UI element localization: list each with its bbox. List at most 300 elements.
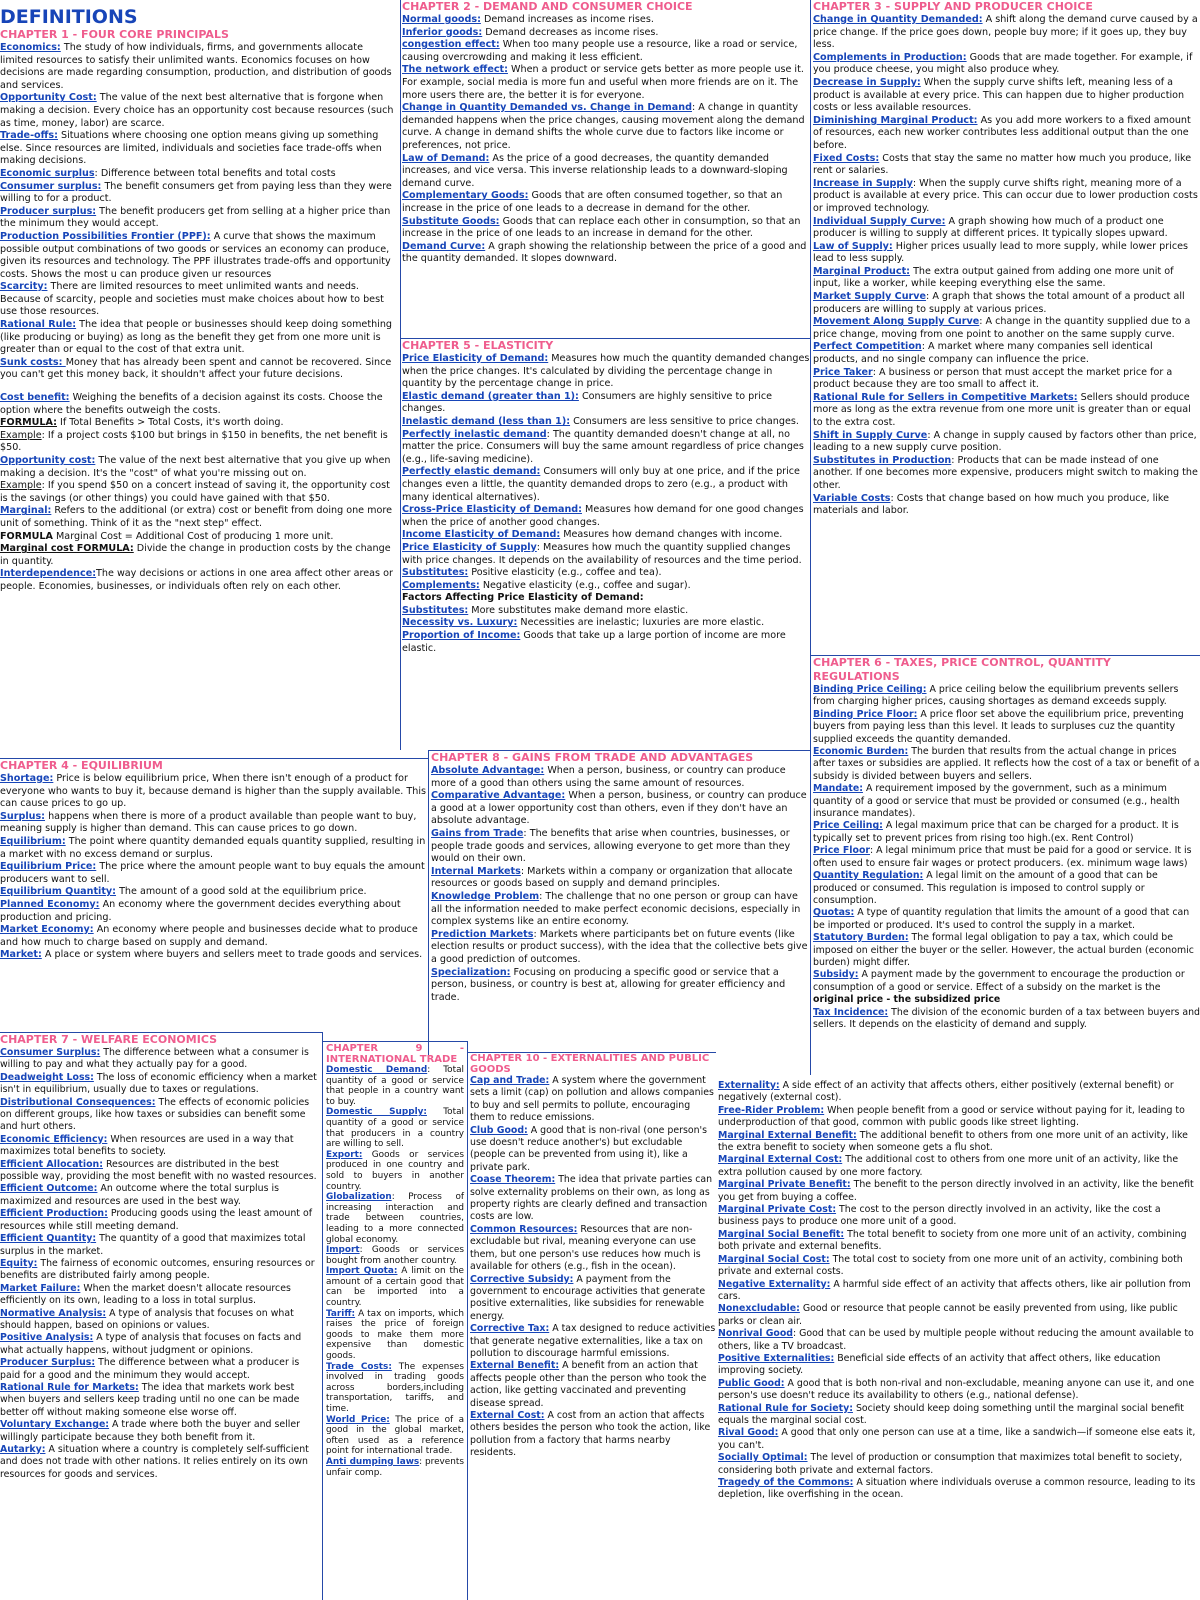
definition-text: Measures how demand for one good changes when the price of another good changes. — [402, 504, 804, 528]
definition-term: Interdependence: — [0, 568, 97, 580]
definition-entry — [813, 77, 1200, 115]
definition-term: Comparative Advantage: — [431, 790, 566, 802]
definition-entry — [813, 266, 1200, 291]
column-chapter-10 — [468, 1052, 716, 1600]
definition-term: Negative Externality: — [718, 1278, 831, 1290]
definition-term: Domestic Demand — [326, 1065, 428, 1075]
definition-term: Planned Economy: — [0, 898, 100, 910]
definition-term: Rival Good: — [718, 1427, 779, 1439]
definition-entry — [402, 529, 810, 542]
definition-text: A side effect of an activity that affects others, either positively (external benefit) or negatively (external cost). — [718, 1080, 1174, 1104]
definition-text: When too many people use a resource, like a road or service, causing overcrowding and making it less efficient. — [402, 39, 798, 63]
definition-text: A good that only one person can use at a time, like a sandwich—if someone else eats it, you can't. — [718, 1427, 1196, 1451]
definition-entry — [470, 1360, 716, 1410]
chapter-heading: CHAPTER 5 - ELASTICITY — [402, 339, 554, 352]
definition-entry — [813, 907, 1200, 932]
definition-text: : Markets where participants bet on future events (like election results or product success), with the idea that the collective bets give a good prediction of outcomes. — [431, 928, 808, 965]
definition-text: The benefit consumers get from paying less than they were willing to for a product. — [0, 180, 392, 205]
definition-term: Price Elasticity of Demand: — [402, 353, 549, 364]
definition-text: Higher prices usually lead to more supply, while lower prices lead to less supply. — [813, 240, 1188, 265]
column-chapter-9 — [323, 1041, 468, 1600]
definition-text: : If you spend $50 on a concert instead of saving it, the opportunity cost is the savings (or other things) you could have gained with that $50. — [0, 480, 390, 504]
definition-term: Price Floor — [813, 845, 871, 857]
definition-text: Weighing the benefits of a decision against its costs. Choose the option where the benefits outweigh the costs. — [0, 392, 383, 416]
definition-text: A tax designed to reduce activities that generate negative externalities, like a tax on pollution to discourage harmful emissions. — [470, 1323, 716, 1359]
definition-term: Deadweight Loss: — [0, 1071, 94, 1083]
definition-entry — [0, 1233, 320, 1258]
chapter-heading: CHAPTER 2 - DEMAND AND CONSUMER CHOICE — [402, 0, 693, 13]
definition-term: Substitutes: — [402, 604, 469, 616]
definition-term: Income Elasticity of Demand: — [402, 529, 561, 541]
definition-text: : Good that can be used by multiple people without reducing the amount available to others, like a TV broadcast. — [718, 1328, 1194, 1352]
definition-entry — [813, 178, 1200, 216]
definition-text: Goods that can replace each other in consumption, so that an increase in the price of one leads to an increase in demand for the other. — [402, 215, 801, 240]
section-chapter-10-continued — [718, 1080, 1200, 1502]
definition-term: Cost benefit: — [0, 392, 70, 404]
definition-entry — [718, 1204, 1200, 1229]
definition-entry — [718, 1403, 1200, 1428]
definition-entry — [431, 765, 810, 790]
definition-entry — [813, 845, 1200, 870]
definition-term: Cross-Price Elasticity of Demand: — [402, 504, 582, 516]
definition-entry — [0, 949, 428, 962]
definition-entry — [0, 1308, 320, 1333]
definition-term: Complements in Production: — [813, 51, 967, 63]
definition-entry — [718, 1477, 1200, 1502]
definition-text: More substitutes make demand more elastic. — [468, 604, 689, 616]
definition-entry — [402, 617, 810, 630]
definition-term: Economic surplus — [0, 167, 95, 179]
definition-term: Public Good: — [718, 1377, 785, 1389]
column-chapter-7 — [0, 1032, 323, 1600]
definition-term: Club Good: — [470, 1124, 528, 1136]
definition-term: Rational Rule for Society: — [718, 1402, 853, 1414]
definition-text: Society should keep doing something until the marginal social benefit equals the marginal social cost. — [718, 1402, 1184, 1426]
definition-term: Demand Curve: — [402, 240, 486, 252]
definition-term: Perfectly elastic demand: — [402, 466, 541, 478]
definition-entry — [0, 1072, 320, 1097]
definition-entry — [431, 828, 810, 866]
bold-label: FORMULA — [0, 530, 53, 542]
definition-entry — [0, 392, 398, 417]
section-chapter-9 — [326, 1043, 464, 1478]
definition-entry — [718, 1105, 1200, 1130]
definition-term: Proportion of Income: — [402, 630, 521, 642]
definition-text: The value of the next best alternative that is forgone when making a decision. Every choice has an opportunity cost because resources (such as time, money, labor) are scarce. — [0, 92, 394, 129]
definition-text: : A graph that shows the total amount of a product all producers are willing to supply at various prices. — [813, 291, 1185, 315]
definition-term: Binding Price Ceiling: — [813, 684, 927, 695]
definition-text: The fairness of economic outcomes, ensuring resources or benefits are distributed fairly among people. — [0, 1257, 315, 1282]
definition-term: Specialization: — [431, 966, 511, 978]
definition-entry — [431, 866, 810, 891]
definition-text: A place or system where buyers and sellers meet to trade goods and services. — [41, 949, 423, 961]
column-chapter-3 — [810, 0, 1200, 657]
definition-entry — [402, 429, 810, 467]
column-chapter-5 — [400, 339, 810, 750]
definition-text: The total benefit to society from one more unit of an activity, combining both private and external benefits. — [718, 1228, 1187, 1253]
definition-text: A benefit from an action that affects people other than the person who took the action, like getting vaccinated and preventing disease spread. — [470, 1360, 707, 1409]
column-chapter-1 — [0, 6, 400, 760]
definition-entry — [0, 281, 398, 319]
definition-text: : The challenge that no one person or group can have all the information needed to make perfect economic decisions, especially in complex systems like an entire economy. — [431, 890, 801, 928]
definition-text: When a person, business, or country can produce a good at a lower opportunity cost than others, even if they don't have an absolute advantage. — [431, 790, 807, 827]
definition-entry — [402, 153, 810, 191]
definition-entry — [813, 52, 1200, 77]
section-chapter-10 — [470, 1053, 716, 1460]
definition-entry — [813, 783, 1200, 820]
definition-text: A limit on the amount of a certain good that can be imported into a country. — [326, 1266, 465, 1309]
definition-entry — [0, 417, 398, 430]
definition-entry — [718, 1179, 1200, 1204]
definition-term: Binding Price Floor: — [813, 708, 918, 720]
definition-term: Rational Rule for Markets: — [0, 1381, 139, 1393]
definition-text: Marginal Cost = Additional Cost of producing 1 more unit. — [52, 530, 334, 542]
definition-term: Price Ceiling: — [813, 820, 883, 832]
definition-entry — [718, 1080, 1200, 1105]
definition-text: Resources are distributed in the best possible way, providing the most benefit with no wasted resources. — [0, 1158, 317, 1183]
definition-term: Sunk costs: — [0, 356, 66, 368]
definition-text: Resources that are non-excludable but rival, meaning everyone can use them, but one person's use reduces how much is available for others (e.g., fish in the ocean). — [470, 1223, 701, 1273]
definition-text: Situations where choosing one option means giving up something else. Since resources are limited, individuals and societies face trade-offs when making decisions. — [0, 130, 382, 167]
definition-term: Efficient Allocation: — [0, 1158, 103, 1170]
definition-entry — [0, 1283, 320, 1308]
definition-text: Consumers are less sensitive to price changes. — [570, 415, 799, 427]
definition-entry — [813, 153, 1200, 178]
section-chapter-3 — [813, 0, 1200, 518]
definition-entry — [431, 891, 810, 929]
definition-term: Trade-offs: — [0, 130, 58, 142]
definition-entry — [718, 1353, 1200, 1378]
definition-term: Marginal Private Cost: — [718, 1204, 837, 1216]
definition-entry — [0, 1134, 320, 1159]
definition-entry — [0, 92, 398, 130]
definition-term: Efficient Quantity: — [0, 1233, 97, 1245]
definition-entry — [326, 1065, 464, 1107]
definition-entry — [718, 1328, 1200, 1353]
definition-entry — [402, 216, 810, 241]
definition-text: If Total Benefits > Total Costs, it's worth doing. — [57, 417, 284, 429]
definition-term: Subsidy: — [813, 969, 859, 981]
definition-text: The division of the economic burden of a tax between buyers and sellers. It depends on the elasticity of demand and supply. — [813, 1006, 1200, 1030]
definition-term: Efficient Production: — [0, 1208, 108, 1220]
definition-entry — [813, 316, 1200, 341]
definition-text: A harmful side effect of an activity that affects others, like air pollution from cars. — [718, 1278, 1191, 1302]
definition-emphasis: original price - the subsidized price — [813, 994, 1001, 1006]
definition-text: A good that is non-rival (one person's use doesn't reduce another's) but excludable (people can be prevented from using it), like a private park. — [470, 1124, 708, 1173]
definition-term: Shift in Supply Curve — [813, 429, 928, 441]
definition-entry — [718, 1279, 1200, 1304]
definition-term: Individual Supply Curve: — [813, 215, 946, 227]
definition-entry — [431, 790, 810, 828]
column-chapter-10-cont — [716, 1080, 1200, 1600]
definition-text: The difference between what a producer is paid for a good and the minimum they would accept. — [0, 1357, 300, 1381]
definition-text: The level of production or consumption that maximizes total benefit to society, considering both private and external factors. — [718, 1452, 1183, 1476]
definition-text: The study of how individuals, firms, and governments allocate limited resources to satisfy their unlimited wants. Economics focuses on how decisions are made regarding consumption, production, and distribution of goods and services. — [0, 42, 392, 91]
definition-entry — [0, 206, 398, 231]
definition-entry — [813, 392, 1200, 430]
definition-term: Market Economy: — [0, 924, 94, 936]
definition-term: Autarky: — [0, 1444, 46, 1455]
definition-entry — [402, 353, 810, 391]
bold-label: Factors Affecting Price Elasticity of Demand: — [402, 592, 644, 604]
definition-entry — [813, 367, 1200, 392]
definition-entry — [0, 455, 398, 480]
definition-term: Market Supply Curve — [813, 291, 927, 303]
definition-entry — [813, 291, 1200, 316]
definition-entry — [0, 1357, 320, 1382]
definition-text: : When the supply curve shifts right, meaning more of a product is available at every price. This can occur due to lower production costs or improved technology. — [813, 177, 1198, 214]
definition-text: The price where the amount people want to buy equals the amount producers want to sell. — [0, 861, 425, 885]
definition-term: Corrective Subsidy: — [470, 1273, 574, 1285]
definition-entry — [0, 531, 398, 544]
definition-text: When the market doesn't allocate resources efficiently on its own, leading to a loss in total surplus. — [0, 1282, 291, 1307]
definition-text: Necessities are inelastic; luxuries are more elastic. — [517, 617, 765, 629]
definition-text: : The benefits that arise when countries, businesses, or people trade goods and services, allowing everyone to get more than they would on their own. — [431, 827, 791, 865]
definition-text: There are limited resources to meet unlimited wants and needs. Because of scarcity, people and societies must make choices about how to best use those resources. — [0, 281, 384, 318]
definition-text: The formal legal obligation to pay a tax, which could be imposed on either the buyer or the seller. However, the actual burden (economic burden) might differ. — [813, 932, 1194, 968]
definition-text: A system where the government sets a limit (cap) on pollution and allows companies to buy and sell permits to pollute, encouraging them to reduce emissions. — [470, 1075, 714, 1124]
definition-text: A type of analysis that focuses on what should happen, based on opinions or values. — [0, 1307, 294, 1331]
definition-entry — [402, 241, 810, 266]
definition-term: Internal Markets — [431, 865, 521, 877]
definition-text: The burden that results from the actual change in prices after taxes or subsidies are applied. It reflects how the cost of a tax or benefit of a subsidy is divided between buyers and sellers. — [813, 746, 1200, 782]
definition-entry — [0, 1382, 320, 1419]
definition-term: Rational Rule for Sellers in Competitive Markets: — [813, 391, 1078, 403]
definition-text: Good or resource that people cannot be easily prevented from using, like public parks or clean air. — [718, 1303, 1178, 1327]
definition-text: Measures how much the quantity demanded changes when the price changes. It's calculated by dividing the percentage change in quantity by the percentage change in price. — [402, 353, 810, 390]
definition-entry — [813, 932, 1200, 969]
definition-text: Negative elasticity (e.g., coffee and sugar). — [479, 579, 691, 591]
section-chapter-6 — [813, 656, 1200, 1031]
definition-entry — [718, 1229, 1200, 1254]
definition-term: Globalization — [326, 1192, 392, 1203]
definition-text: A curve that shows the maximum possible output combinations of two goods or services an economy can produce, given its resources and technology. The PPF illustrates trade-offs and opportunity costs. Shows the most u can produce given ur resources — [0, 230, 391, 280]
definition-text: : A legal minimum price that must be paid for a good or service. It is often used to ensure fair wages or protect producers. (ex. minimum wage laws) — [813, 845, 1192, 869]
definition-entry — [402, 605, 810, 618]
definition-term: Anti dumping laws — [326, 1456, 420, 1467]
definition-entry — [402, 416, 810, 429]
chapter-heading: CHAPTER 4 - EQUILIBRIUM — [0, 759, 163, 772]
definition-entry — [402, 64, 810, 102]
definition-text: : The quantity demanded doesn't change at all, no matter the price. Consumers will buy the same amount regardless of price changes (e.g., life-saving medicine). — [402, 428, 804, 465]
definition-term: Fixed Costs: — [813, 152, 880, 164]
definition-term: Market: — [0, 949, 42, 961]
chapter-heading: CHAPTER 6 - TAXES, PRICE CONTROL, QUANTITY REGULATIONS — [813, 656, 1111, 683]
definition-entry — [0, 543, 398, 568]
definition-entry — [813, 684, 1200, 709]
definition-entry — [718, 1427, 1200, 1452]
definition-text: A requirement imposed by the government, such as a minimum quantity of a good or service that must be provided or consumed (e.g., health insurance mandates). — [813, 783, 1180, 820]
definition-text: When resources are used in a way that maximizes total benefits to society. — [0, 1133, 294, 1158]
definition-text: : Markets within a company or organization that allocate resources or goods based on supply and demand principles. — [431, 865, 793, 890]
definition-entry — [326, 1362, 464, 1415]
definition-term: Decrease in Supply: — [813, 76, 921, 88]
definition-text: The cost to the person directly involved in an activity, like the cost a business pays to produce one more unit of a good. — [718, 1204, 1161, 1228]
definition-entry — [470, 1125, 716, 1175]
definition-term: Marginal Social Benefit: — [718, 1228, 845, 1240]
definition-text: Producing goods using the least amount of resources while still meeting demand. — [0, 1208, 312, 1232]
definition-term: Trade Costs: — [326, 1361, 392, 1372]
definition-entry — [0, 899, 428, 924]
definition-text: Refers to the additional (or extra) cost or benefit from doing one more unit of something. Think of it as the "next step" effect. — [0, 505, 392, 529]
definition-text: Price is below equilibrium price, When there isn't enough of a product for everyone who wants to buy it, because demand is higher than the supply available. This can cause prices to go up. — [0, 773, 427, 810]
definition-term: Socially Optimal: — [718, 1452, 808, 1464]
definition-text: Demand decreases as income rises. — [482, 26, 659, 38]
definition-entry — [0, 319, 398, 357]
definition-term: Elastic demand (greater than 1): — [402, 390, 579, 402]
chapter-heading: CHAPTER 8 - GAINS FROM TRADE AND ADVANTAGES — [431, 751, 754, 764]
definition-term: Complements: — [402, 579, 480, 591]
definition-term: Economics: — [0, 42, 61, 53]
definition-entry — [813, 746, 1200, 783]
definition-text: : prevents unfair comp. — [326, 1456, 464, 1478]
definition-term: Market Failure: — [0, 1282, 81, 1294]
definition-term: Substitutes: — [402, 567, 469, 579]
definition-entry — [813, 870, 1200, 907]
definition-entry — [470, 1323, 716, 1360]
definition-term: Variable Costs — [813, 492, 891, 504]
definition-text: When a product or service gets better as more people use it. For example, social media is more fun and useful when more friends are on it. The more users there are, the better it is for everyone. — [402, 64, 804, 101]
definition-term: Efficient Outcome: — [0, 1183, 98, 1195]
definition-entry — [0, 430, 398, 455]
example-label: Example — [0, 429, 42, 441]
definition-text: happens when there is more of a product available than people want to buy, meaning supply is higher than demand. This can cause prices to go down. — [0, 810, 417, 835]
definition-text: A type of analysis that focuses on facts and what actually happens, without judgment or opinions. — [0, 1332, 302, 1356]
definition-term: Economic Burden: — [813, 746, 909, 758]
definition-text: The amount of a good sold at the equilibrium price. — [116, 886, 367, 898]
definition-entry — [470, 1410, 716, 1460]
definition-term: Equilibrium Price: — [0, 861, 97, 873]
definition-term: Law of Demand: — [402, 152, 490, 164]
definition-term: Tax Incidence: — [813, 1006, 889, 1018]
definition-text: The difference between what a consumer is willing to pay and what they actually pay for a good. — [0, 1047, 309, 1071]
definition-entry — [813, 216, 1200, 241]
definition-entry — [402, 630, 810, 655]
definition-text: Measures how demand changes with income. — [560, 529, 783, 541]
definition-term: Positive Externalities: — [718, 1352, 835, 1364]
definition-entry — [402, 580, 810, 593]
definition-text: : A market where many companies sell identical products, and no single company can influence the price. — [813, 341, 1153, 366]
definition-entry — [326, 1150, 464, 1192]
definition-term: Price Taker — [813, 366, 873, 378]
definition-entry — [402, 567, 810, 580]
definition-term: The network effect: — [402, 64, 508, 76]
definition-entry — [0, 1258, 320, 1283]
definition-entry — [402, 39, 810, 64]
definition-text: Positive elasticity (e.g., coffee and tea). — [468, 567, 662, 579]
definition-text: Goods or services produced in one country and sold to buyers in another country. — [326, 1149, 464, 1192]
definition-entry — [813, 241, 1200, 266]
definition-text: : A change in supply caused by factors other than price, leading to a new supply curve position. — [813, 429, 1197, 454]
definition-entry — [0, 773, 428, 811]
definition-entry — [0, 42, 398, 92]
definition-entry — [470, 1075, 716, 1125]
definition-text: The benefit to the person directly involved in an activity, like the benefit you get from buying a coffee. — [718, 1179, 1194, 1203]
definition-entry — [813, 115, 1200, 153]
definition-term: External Cost: — [470, 1409, 545, 1421]
definition-entry — [326, 1266, 464, 1308]
definition-text: A legal limit on the amount of a good that can be produced or consumed. This regulation is imposed to control supply or consumption. — [813, 870, 1158, 906]
definition-entry — [0, 357, 398, 382]
definition-entry — [470, 1274, 716, 1324]
definition-term: Voluntary Exchange: — [0, 1419, 110, 1431]
definition-text: The additional cost to others from one more unit of an activity, like the extra pollution caused by one more factory. — [718, 1154, 1179, 1178]
definition-term: Necessity vs. Luxury: — [402, 617, 518, 629]
definition-entry — [402, 14, 810, 27]
definition-text: Goods that are often consumed together, so that an increase in the price of one leads to a decrease in demand for the other. — [402, 190, 783, 214]
definition-text: Consumers are highly sensitive to price changes. — [402, 390, 773, 415]
definition-entry — [0, 924, 428, 949]
definition-text: The effects of economic policies on different groups, like how taxes or subsidies can benefit some and hurt others. — [0, 1096, 310, 1133]
definition-text: A situation where a country is completely self-sufficient and does not trade with other nations. It relies entirely on its own resources for goods and services. — [0, 1444, 309, 1480]
definition-term: Corrective Tax: — [470, 1323, 550, 1335]
definition-term: Equilibrium Quantity: — [0, 886, 117, 898]
definition-entry — [0, 231, 398, 281]
definition-text: A graph showing how much of a product one producer is willing to supply at different prices. It typically slopes upward. — [813, 215, 1168, 240]
example-label: Example — [0, 480, 42, 492]
definition-term: Inelastic demand (less than 1): — [402, 415, 571, 427]
definition-entry — [402, 504, 810, 529]
definition-entry — [470, 1224, 716, 1274]
definition-text: Goods that are made together. For example, if you produce cheese, you might also produce whey. — [813, 51, 1193, 76]
definition-term: Change in Quantity Demanded: — [813, 14, 983, 25]
definition-text: An economy where the government decides everything about production and pricing. — [0, 898, 401, 923]
definition-term: Mandate: — [813, 783, 863, 795]
definition-text: A tax on imports, which raises the price of foreign goods to make them more expensive than domestic goods. — [326, 1308, 464, 1362]
definition-entry — [470, 1174, 716, 1224]
definition-term: Tragedy of the Commons: — [718, 1477, 854, 1488]
definition-text: : If a project costs $100 but brings in $150 in benefits, the net benefit is $50. — [0, 429, 388, 454]
definition-text: The quantity of a good that maximizes total surplus in the market. — [0, 1233, 306, 1257]
definition-term: Consumer Surplus: — [0, 1047, 101, 1058]
definition-text: : Products that can be made instead of one another. If one becomes more expensive, producers might switch to making the other. — [813, 454, 1198, 491]
definition-term: Import Quota: — [326, 1266, 398, 1277]
definition-text: : A change in quantity demanded happens when the price changes, causing movement along the demand curve. A change in demand shifts the whole curve due to factors like income or preferences, not price. — [402, 102, 805, 151]
definition-term: Positive Analysis: — [0, 1332, 94, 1344]
definition-entry — [0, 168, 398, 181]
definition-entry — [0, 480, 398, 505]
definition-entry — [813, 341, 1200, 366]
definition-term: Equilibrium: — [0, 835, 66, 847]
definition-text: Demand increases as income rises. — [480, 14, 654, 25]
definition-term: Normative Analysis: — [0, 1307, 107, 1319]
definition-text: As you add more workers to a fixed amount of resources, each new worker contributes less additional output than the one before. — [813, 114, 1191, 151]
definition-text: A cost from an action that affects others besides the person who took the action, like pollution from a factory that harms nearby residents. — [470, 1409, 711, 1459]
definition-term: Free-Rider Problem: — [718, 1104, 825, 1116]
definition-text: The idea that people or businesses should keep doing something (like producing or buying) as long as the benefit they get from one more unit is greater than or equal to the cost of that extra unit. — [0, 319, 392, 356]
definition-entry — [718, 1303, 1200, 1328]
definition-term: Substitutes in Production — [813, 454, 952, 466]
definition-term: Law of Supply: — [813, 240, 893, 252]
definition-term: Complementary Goods: — [402, 190, 529, 202]
column-chapter-6 — [810, 655, 1200, 1075]
definition-text: A situation where individuals overuse a common resource, leading to its depletion, like overfishing in the ocean. — [718, 1477, 1196, 1501]
definition-entry — [326, 1309, 464, 1362]
definition-text: When people benefit from a good or service without paying for it, leading to underproduction of that good, common with public goods like street lighting. — [718, 1104, 1185, 1129]
section-chapter-1 — [0, 28, 398, 594]
definition-text: A price ceiling below the equilibrium prevents sellers from charging higher prices, causing shortages as demand exceeds supply. — [813, 684, 1179, 708]
definition-entry — [326, 1415, 464, 1457]
chapter-heading: CHAPTER 9 - INTERNATIONAL TRADE — [326, 1043, 464, 1065]
definition-entry — [0, 836, 428, 861]
definition-entry — [718, 1130, 1200, 1155]
definition-entry — [0, 886, 428, 899]
definition-entry — [402, 542, 810, 567]
definition-term: Nonexcludable: — [718, 1303, 800, 1315]
definition-entry — [326, 1192, 464, 1245]
definition-text: A good that is both non-rival and non-excludable, meaning anyone can use it, and one person's use doesn't reduce its availability to others (e.g., national defense). — [718, 1377, 1195, 1402]
chapter-heading: CHAPTER 3 - SUPPLY AND PRODUCER CHOICE — [813, 0, 1093, 13]
